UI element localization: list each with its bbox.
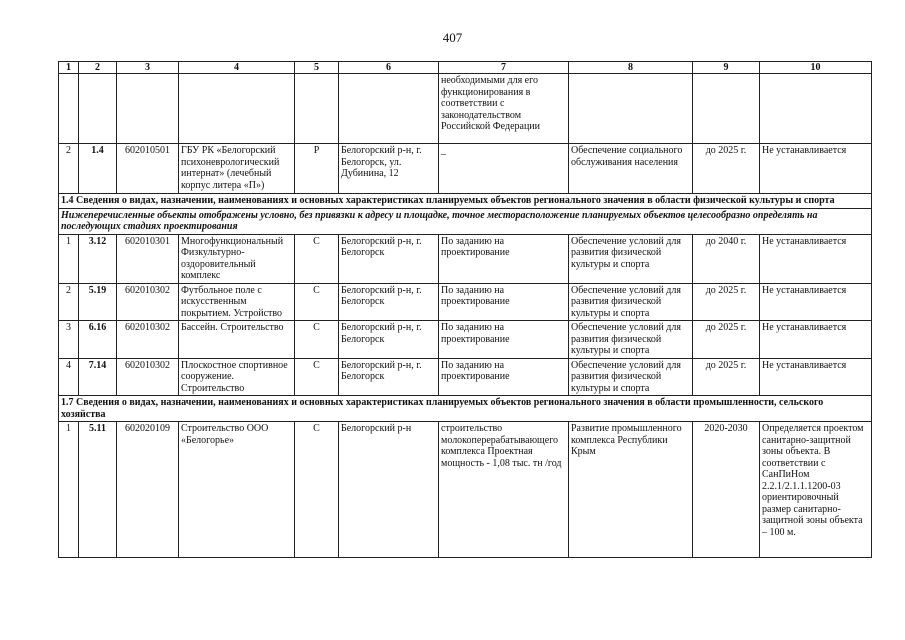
table-cell: Белогорский р-н, г. Белогорск, ул. Дубинина, 12 xyxy=(339,144,439,194)
table-cell xyxy=(59,74,79,144)
table-cell xyxy=(179,74,295,144)
table-cell: Развитие промышленного комплекса Республики Крым xyxy=(569,422,693,558)
table-cell: 9 xyxy=(693,62,760,74)
table-cell: 4 xyxy=(179,62,295,74)
table-cell: 1.4 Сведения о видах, назначении, наименованиях и основных характеристиках планируемых объектов регионального значения в области физической культуры и спорта xyxy=(59,194,872,209)
table-cell: 602010302 xyxy=(117,321,179,359)
table-cell xyxy=(117,74,179,144)
table-cell: строительство молокоперерабатывающего комплекса Проектная мощность - 1,08 тыс. тн /год xyxy=(439,422,569,558)
table-cell: _ xyxy=(439,144,569,194)
table-cell: Обеспечение условий для развития физической культуры и спорта xyxy=(569,283,693,321)
table-cell: 6 xyxy=(339,62,439,74)
table-row xyxy=(59,144,872,194)
table-cell: Не устанавливается xyxy=(760,283,872,321)
table-cell: 1 xyxy=(59,62,79,74)
table-cell: Белогорский р-н, г. Белогорск xyxy=(339,358,439,396)
table-cell xyxy=(295,74,339,144)
table-cell: Белогорский р-н, г. Белогорск xyxy=(339,321,439,359)
table-cell: Нижеперечисленные объекты отображены условно, без привязки к адресу и площадке, точное месторасположение планируемых объектов целесообразно определять на последующих стадиях проектирования xyxy=(59,208,872,234)
table-cell: до 2025 г. xyxy=(693,283,760,321)
table-cell: 1.7 Сведения о видах, назначении, наименованиях и основных характеристиках планируемых объектов регионального значения в области промышленности, сельского хозяйства xyxy=(59,396,872,422)
table-cell: до 2040 г. xyxy=(693,234,760,283)
table-cell: 3 xyxy=(59,321,79,359)
table-cell: 3 xyxy=(117,62,179,74)
table-cell: 1 xyxy=(59,422,79,558)
table-header-row xyxy=(59,62,872,74)
table-row xyxy=(59,358,872,396)
table-cell: С xyxy=(295,234,339,283)
table-row xyxy=(59,321,872,359)
table-cell: 3.12 xyxy=(79,234,117,283)
table-cell: 8 xyxy=(569,62,693,74)
table-cell xyxy=(339,74,439,144)
note-row xyxy=(59,208,872,234)
table-cell: 4 xyxy=(59,358,79,396)
table-cell: Многофункциональный Физкультурно-оздоровительный комплекс xyxy=(179,234,295,283)
table-cell: С xyxy=(295,283,339,321)
table-cell: 7 xyxy=(439,62,569,74)
table-cell: 7.14 xyxy=(79,358,117,396)
table-cell: Строительство ООО «Белогорье» xyxy=(179,422,295,558)
planned-objects-table xyxy=(58,61,872,558)
table-cell: 2020-2030 xyxy=(693,422,760,558)
table-cell: 1 xyxy=(59,234,79,283)
table-cell: 2 xyxy=(59,144,79,194)
table-cell: Бассейн. Строительство xyxy=(179,321,295,359)
table-cell: необходимыми для его функционирования в соответствии с законодательством Российской Федерации xyxy=(439,74,569,144)
table-cell: до 2025 г. xyxy=(693,358,760,396)
table-row xyxy=(59,422,872,558)
table-cell: 602010302 xyxy=(117,358,179,396)
table-body xyxy=(59,62,872,558)
table-cell: 602010301 xyxy=(117,234,179,283)
table-cell: Белогорский р-н, г. Белогорск xyxy=(339,283,439,321)
table-cell: С xyxy=(295,358,339,396)
table-cell: 602010501 xyxy=(117,144,179,194)
table-cell: Определяется проектом санитарно-защитной зоны объекта. В соответствии с СанПиНом 2.2.1/2.1.1.1200-03 ориентировочный размер санитарно-защитной зоны объекта – 100 м. xyxy=(760,422,872,558)
table-cell: По заданию на проектирование xyxy=(439,234,569,283)
table-cell: 602020109 xyxy=(117,422,179,558)
table-cell: Белогорский р-н xyxy=(339,422,439,558)
section-heading-row xyxy=(59,194,872,209)
table-cell: Обеспечение социального обслуживания населения xyxy=(569,144,693,194)
table-cell: 1.4 xyxy=(79,144,117,194)
table-cell: 5.19 xyxy=(79,283,117,321)
table-cell: По заданию на проектирование xyxy=(439,358,569,396)
table-cell: Обеспечение условий для развития физической культуры и спорта xyxy=(569,234,693,283)
table-cell xyxy=(693,74,760,144)
table-cell: 602010302 xyxy=(117,283,179,321)
table-cell: Не устанавливается xyxy=(760,144,872,194)
table-row xyxy=(59,283,872,321)
table-cell: Обеспечение условий для развития физической культуры и спорта xyxy=(569,358,693,396)
table-cell: С xyxy=(295,422,339,558)
table-cell: Обеспечение условий для развития физической культуры и спорта xyxy=(569,321,693,359)
section-heading-row xyxy=(59,396,872,422)
table-cell: Не устанавливается xyxy=(760,358,872,396)
table-cell: ГБУ РК «Белогорский психоневрологический интернат» (лечебный корпус литера «П») xyxy=(179,144,295,194)
page-number: 407 xyxy=(442,30,463,45)
table-cell: 2 xyxy=(59,283,79,321)
table-cell: С xyxy=(295,321,339,359)
table-cell: Р xyxy=(295,144,339,194)
table-cell: Белогорский р-н, г. Белогорск xyxy=(339,234,439,283)
table-cell: Плоскостное спортивное сооружение. Строительство xyxy=(179,358,295,396)
table-cell: 5 xyxy=(295,62,339,74)
table-cell: Не устанавливается xyxy=(760,321,872,359)
table-cell xyxy=(79,74,117,144)
table-cell: до 2025 г. xyxy=(693,321,760,359)
table-cell: 6.16 xyxy=(79,321,117,359)
table-row xyxy=(59,234,872,283)
table-cell: Футбольное поле с искусственным покрытием. Устройство xyxy=(179,283,295,321)
table-row xyxy=(59,74,872,144)
table-cell: до 2025 г. xyxy=(693,144,760,194)
table-cell xyxy=(760,74,872,144)
table-cell: Не устанавливается xyxy=(760,234,872,283)
table-cell: 10 xyxy=(760,62,872,74)
table-cell: 2 xyxy=(79,62,117,74)
table-cell: По заданию на проектирование xyxy=(439,321,569,359)
table-cell xyxy=(569,74,693,144)
table-cell: 5.11 xyxy=(79,422,117,558)
table-cell: По заданию на проектирование xyxy=(439,283,569,321)
